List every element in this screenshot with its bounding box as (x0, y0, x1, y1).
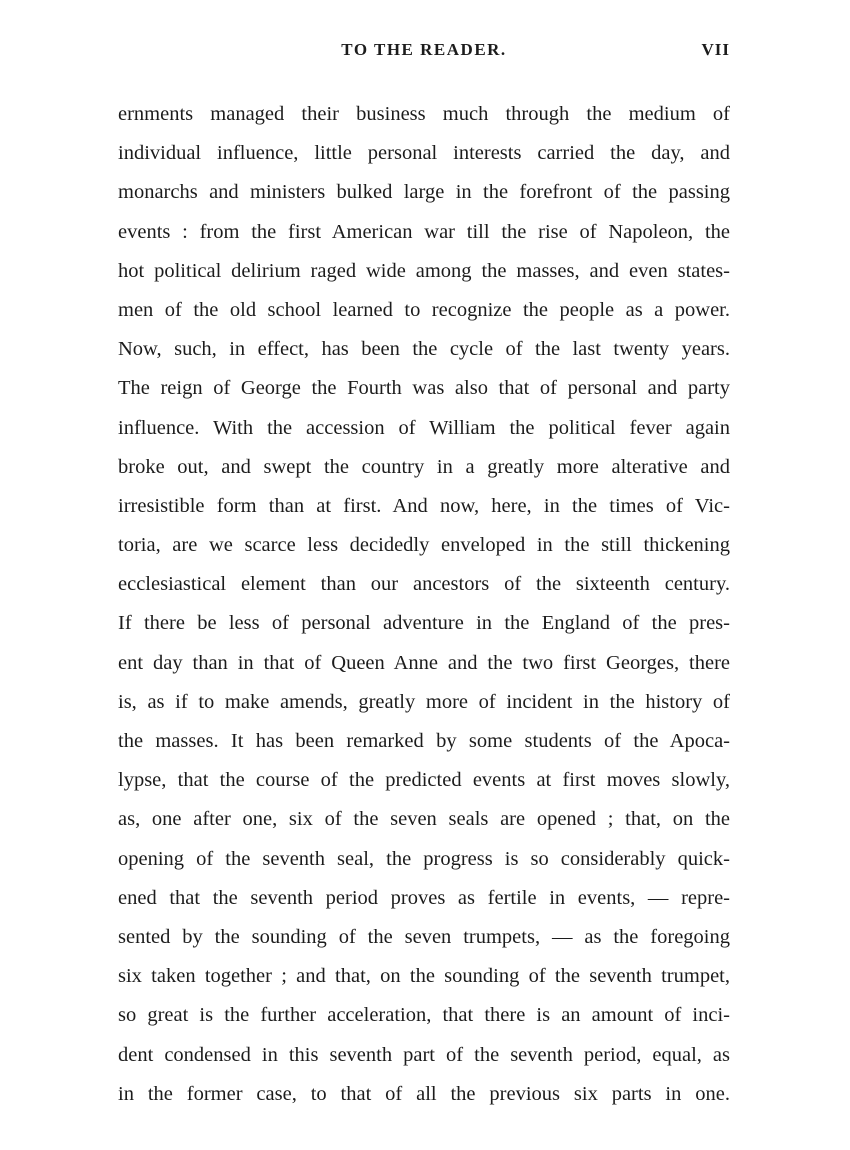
text-line: broke out, and swept the country in a greatly more alterative and (118, 455, 730, 478)
text-line: ened that the seventh period proves as fertile in events, — repre- (118, 886, 730, 909)
text-line: ent day than in that of Queen Anne and the two first Georges, there (118, 651, 730, 674)
text-line: lypse, that the course of the predicted events at first moves slowly, (118, 769, 730, 792)
text-line: monarchs and ministers bulked large in the forefront of the passing (118, 181, 730, 204)
text-line: opening of the seventh seal, the progress is so considerably quick- (118, 847, 730, 870)
text-line: influence. With the accession of William the political fever again (118, 416, 730, 439)
text-line: six taken together ; and that, on the sounding of the seventh trumpet, (118, 965, 730, 988)
text-line: sented by the sounding of the seven trumpets, — as the foregoing (118, 925, 730, 948)
text-line: dent condensed in this seventh part of the seventh period, equal, as (118, 1043, 730, 1066)
text-line: irresistible form than at first. And now, here, in the times of Vic- (118, 494, 730, 517)
body-text (118, 95, 730, 1114)
text-line: If there be less of personal adventure in the England of the pres- (118, 612, 730, 635)
text-line: individual influence, little personal interests carried the day, and (118, 142, 730, 165)
text-line: the masses. It has been remarked by some students of the Apoca- (118, 730, 730, 752)
text-line: is, as if to make amends, greatly more of incident in the history of (118, 690, 730, 713)
running-title: TO THE READER. (341, 40, 507, 59)
text-line: in the former case, to that of all the previous six parts in one. (118, 1082, 730, 1105)
text-line: Now, such, in effect, has been the cycle of the last twenty years. (118, 338, 730, 361)
text-line: so great is the further acceleration, that there is an amount of inci- (118, 1004, 730, 1027)
text-line: hot political delirium raged wide among the masses, and even states- (118, 259, 730, 282)
text-line: ernments managed their business much through the medium of (118, 103, 730, 125)
text-line: toria, are we scarce less decidedly enveloped in the still thickening (118, 534, 730, 557)
text-line: events : from the first American war till the rise of Napoleon, the (118, 220, 730, 243)
text-line: as, one after one, six of the seven seals are opened ; that, on the (118, 808, 730, 831)
page-number: VII (701, 40, 730, 59)
running-head (118, 40, 730, 68)
text-line: The reign of George the Fourth was also that of personal and party (118, 377, 730, 400)
text-line: men of the old school learned to recognize the people as a power. (118, 298, 730, 321)
text-line: ecclesiastical element than our ancestors of the sixteenth century. (118, 573, 730, 596)
